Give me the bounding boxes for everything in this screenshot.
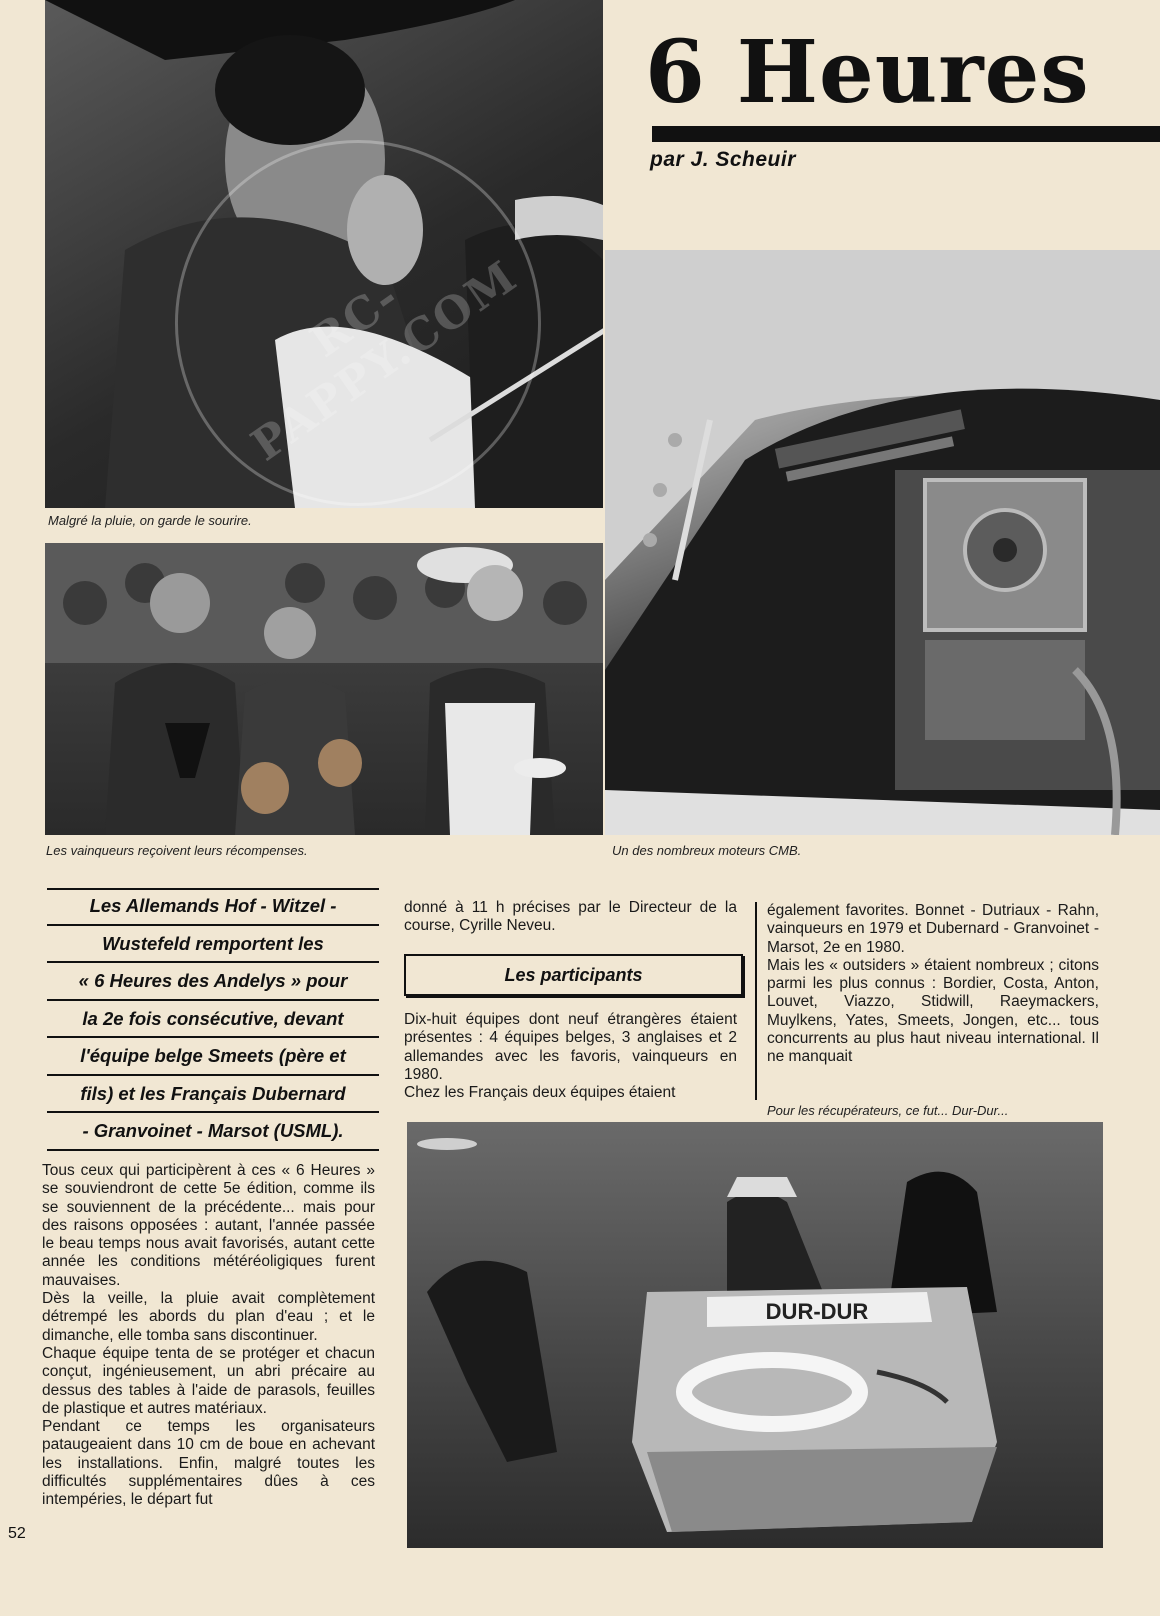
paragraph: également favorites. Bonnet - Dutriaux - Rahn, vainqueurs en 1979 et Dubernard - Granvoinet - Marsot, 2e en 1980. — [767, 902, 1099, 956]
lead-line: fils) et les Français Dubernard — [47, 1076, 379, 1114]
photo-engine — [605, 250, 1160, 835]
page-title: 6 Heures — [645, 22, 1090, 123]
paragraph: Pendant ce temps les organisateurs pataugeaient dans 10 cm de boue en achevant les installations. Enfin, malgré toutes les difficultés supplémentaires dûes à ces intempéries, le départ fut — [42, 1418, 375, 1509]
section-heading-participants: Les participants — [404, 954, 743, 996]
byline: par J. Scheuir — [650, 148, 796, 171]
lead-line: l'équipe belge Smeets (père et — [47, 1038, 379, 1076]
lead-line: - Granvoinet - Marsot (USML). — [47, 1113, 379, 1151]
boat-label: DUR-DUR — [765, 1299, 869, 1324]
paragraph: Mais les « outsiders » étaient nombreux ; citons parmi les plus connus : Bordier, Costa, Anton, Louvet, Viazzo, Stidwill, Raeymackers, Muylkens, Yates, Smeets, Jongen, etc... tous concurrents au plus haut niveau international. Il ne manquait — [767, 956, 1099, 1066]
caption-recovery: Pour les récupérateurs, ce fut... Dur-Dur... — [767, 1103, 1009, 1118]
body-column-2-lower — [404, 1011, 737, 1102]
watermark-stamp: RC-PAPPY.COM — [103, 68, 603, 508]
photo-winners — [45, 543, 603, 835]
page-number: 52 — [8, 1525, 26, 1542]
paragraph: Dès la veille, la pluie avait complètement détrempé les abords du plan d'eau ; et le dimanche, elle tomba sans discontinuer. — [42, 1290, 375, 1344]
caption-winners: Les vainqueurs reçoivent leurs récompenses. — [46, 843, 308, 858]
lead-line: Wustefeld remportent les — [47, 926, 379, 964]
paragraph: Dix-huit équipes dont neuf étrangères étaient présentes : 4 équipes belges, 3 anglaises et 2 allemandes avec les favoris, vainqueurs en 1980. — [404, 1011, 737, 1083]
caption-rain-smile: Malgré la pluie, on garde le sourire. — [48, 513, 252, 528]
paragraph: Chaque équipe tenta de se protéger et chacun conçut, ingénieusement, un abri précaire au dessus des tables à l'aide de parasols, feuilles de plastique et autres matériaux. — [42, 1344, 375, 1417]
lead-line: Les Allemands Hof - Witzel - — [47, 888, 379, 926]
body-column-2 — [404, 899, 737, 936]
body-column-3 — [767, 902, 1099, 1067]
paragraph: Chez les Français deux équipes étaient — [404, 1084, 676, 1102]
photo-rain-smile — [45, 0, 603, 508]
lead-line: « 6 Heures des Andelys » pour — [47, 963, 379, 1001]
title-rule — [652, 126, 1160, 142]
paragraph: Tous ceux qui participèrent à ces « 6 Heures » se souviendront de cette 5e édition, comme ils se souviennent de la précédente... mais pour des raisons opposées : autant, l'année passée le beau temps nous avait favorisés, autant cette année les conditions météréoligiques furent mauvaises. — [42, 1162, 375, 1289]
caption-engine: Un des nombreux moteurs CMB. — [612, 843, 802, 858]
body-column-1 — [42, 1162, 375, 1510]
photo-recovery-boat — [407, 1122, 1103, 1548]
lead-line: la 2e fois consécutive, devant — [47, 1001, 379, 1039]
lead-paragraph — [47, 888, 379, 1151]
paragraph: donné à 11 h précises par le Directeur de la course, Cyrille Neveu. — [404, 899, 737, 935]
column-divider — [755, 902, 757, 1100]
